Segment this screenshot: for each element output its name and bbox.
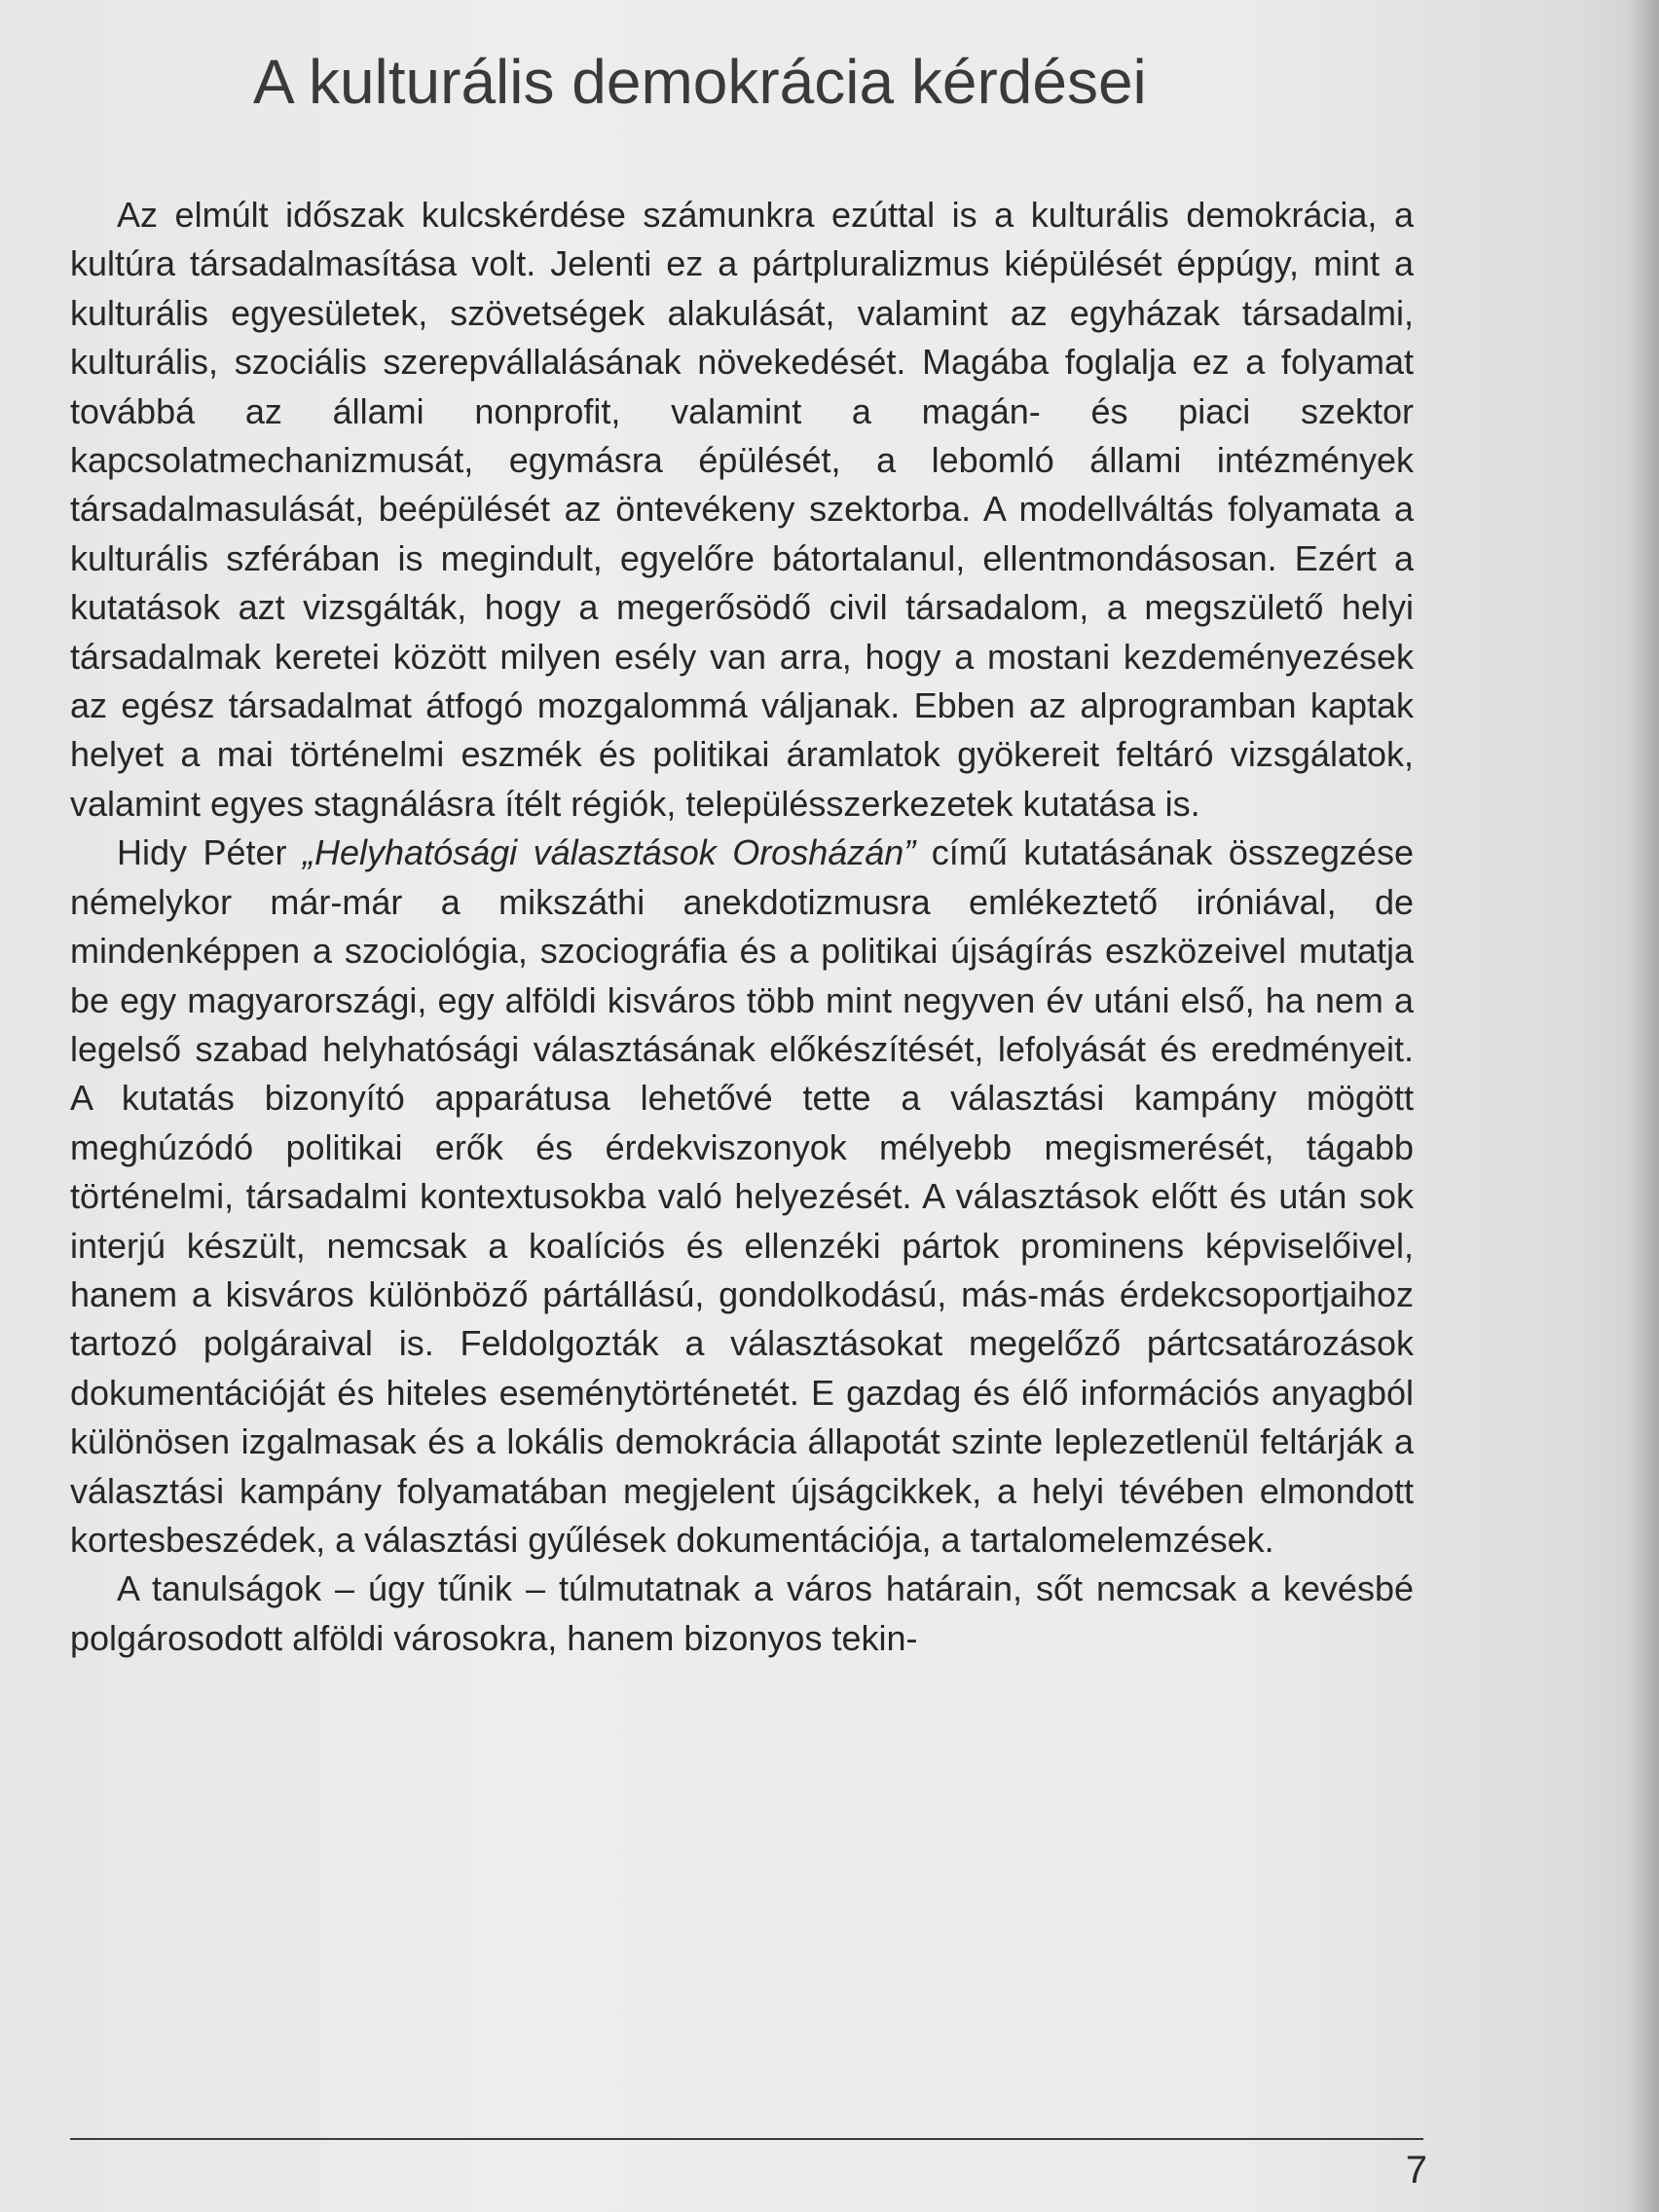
page-number: 7 — [1405, 2149, 1427, 2192]
footer-rule — [70, 2138, 1423, 2140]
binding-shadow — [1626, 0, 1659, 2212]
body-text — [70, 191, 1414, 1663]
paragraph-3: A tanulságok – úgy tűnik – túlmutatnak a város határain, sőt nemcsak a kevésbé polgárosodott alföldi városokra, hanem bizonyos tekin- — [70, 1568, 1414, 1658]
paragraph-1: Az elmúlt időszak kulcskérdése számunkra ezúttal is a kulturális demokrácia, a kultúra társadalmasítása volt. Jelenti ez a pártpluralizmus kiépülését éppúgy, mint a kulturális egyesületek, szövetségek alakulását, valamint az egyházak társadalmi, kulturális, szociális szerepvállalásának növekedését. Magába foglalja ez a folyamat továbbá az állami nonprofit, valamint a magán- és piaci szektor kapcsolatmechanizmusát, egymásra épülését, a lebomló állami intézmények társadalmasulását, beépülését az öntevékeny szektorba. A modellváltás folyamata a kulturális szférában is megindult, egyelőre bátortalanul, ellentmondásosan. Ezért a kutatások azt vizsgálták, hogy a megerősödő civil társadalom, a megszülető helyi társadalmak keretei között milyen esély van arra, hogy a mostani kezdeményezések az egész társadalmat átfogó mozgalommá váljanak. Ebben az alprogramban kaptak helyet a mai történelmi eszmék és politikai áramlatok gyökereit feltáró vizsgálatok, valamint egyes stagnálásra ítélt régiók, településszerkezetek kutatása is. — [70, 195, 1414, 824]
research-title: „Helyhatósági választások Orosházán” — [303, 832, 916, 873]
paragraph-2 — [70, 829, 1414, 1565]
paragraph-2-rest: című kutatásának összegzése némelykor már-már a mikszáthi anekdotizmusra emlékeztető iróniával, de mindenképpen a szociológia, szociográfia és a politikai újságírás eszközeivel mutatja be egy magyarországi, egy alföldi kisváros több mint negyven év utáni első, ha nem a legelső szabad helyhatósági választásának előkészítését, lefolyását és eredményeit. A kutatás bizonyító apparátusa lehetővé tette a választási kampány mögött meghúzódó politikai erők és érdekviszonyok mélyebb megismerését, tágabb történelmi, társadalmi kontextusokba való helyezését. A választások előtt és után sok interjú készült, nemcsak a koalíciós és ellenzéki pártok prominens képviselőivel, hanem a kisváros különböző pártállású, gondolkodású, más-más érdekcsoportjaihoz tartozó polgáraival is. Feldolgozták a választásokat megelőző pártcsatározások dokumentációját és hiteles eseménytörténetét. E gazdag és élő információs anyagból különösen izgalmasak és a lokális demokrácia állapotát szinte leplezetlenül feltárják a választási kampány folyamatában megjelent újságcikkek, a helyi tévében elmondott kortesbeszédek, a választási gyűlések dokumentációja, a tartalomelemzések. — [70, 832, 1414, 1560]
page-title: A kulturális demokrácia kérdései — [253, 47, 1147, 117]
paragraph-2-lead: Hidy Péter — [117, 832, 304, 873]
